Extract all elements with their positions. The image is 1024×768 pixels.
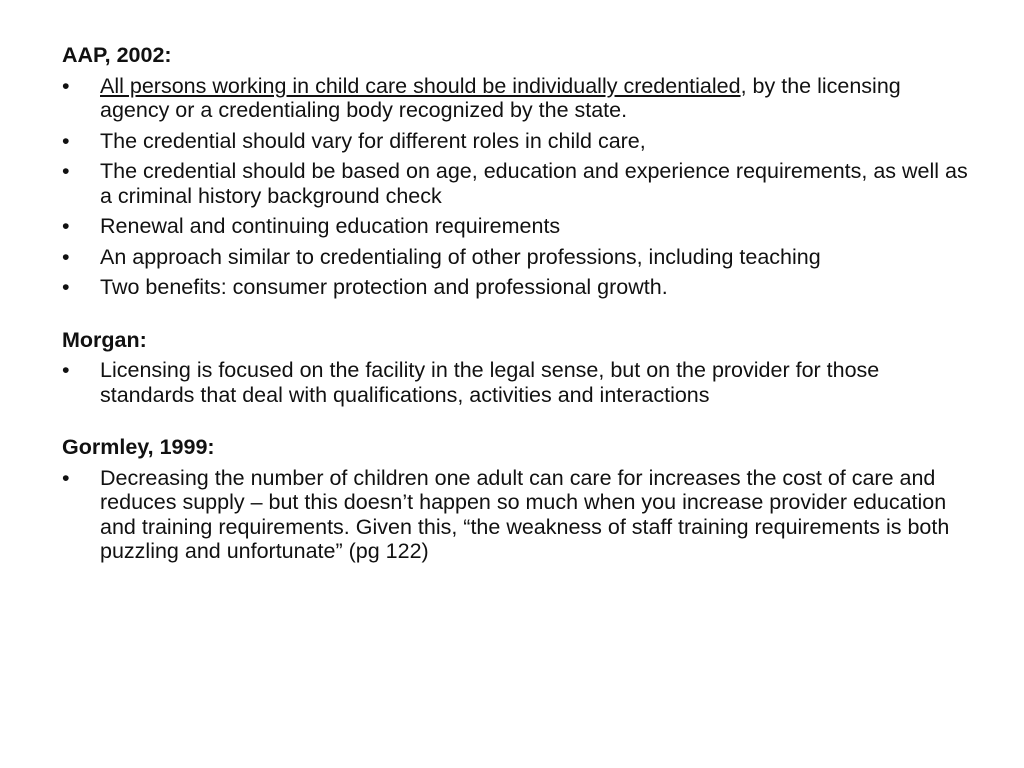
bullet-item <box>62 275 972 300</box>
section-heading: AAP, 2002: <box>62 43 172 67</box>
bullet-text: Licensing is focused on the facility in the legal sense, but on the provider for those standards that deal with qualifications, activities and interactions <box>100 358 880 407</box>
bullet-text: The credential should be based on age, education and experience requirements, as well as a criminal history background check <box>100 159 968 208</box>
bullet-item <box>62 358 972 407</box>
bullet-item <box>62 74 972 123</box>
section-heading: Gormley, 1999: <box>62 435 215 459</box>
bullet-list <box>62 74 972 300</box>
bullet-list <box>62 466 972 564</box>
bullet-marker: • <box>62 214 70 238</box>
bullet-marker: • <box>62 358 70 382</box>
bullet-text: Renewal and continuing education requirements <box>100 214 561 238</box>
slide-content <box>62 43 972 592</box>
bullet-item <box>62 159 972 208</box>
section-aap-2002 <box>62 43 972 300</box>
bullet-text: An approach similar to credentialing of other professions, including teaching <box>100 244 821 269</box>
bullet-marker: • <box>62 244 70 269</box>
bullet-marker: • <box>62 128 70 153</box>
bullet-item <box>62 129 972 154</box>
underlined-text: All persons working in child care should be individually credentialed <box>100 73 741 98</box>
bullet-marker: • <box>62 275 70 299</box>
bullet-marker: • <box>62 465 70 490</box>
bullet-item <box>62 214 972 239</box>
bullet-text: , by the licensing agency or a credentialing body recognized by the state. <box>100 73 901 122</box>
bullet-item <box>62 245 972 270</box>
bullet-text: Two benefits: consumer protection and professional growth. <box>100 275 668 299</box>
bullet-item <box>62 466 972 564</box>
section-morgan <box>62 328 972 408</box>
bullet-marker: • <box>62 73 70 98</box>
section-gormley-1999 <box>62 435 972 564</box>
bullet-text: The credential should vary for different roles in child care, <box>100 128 646 153</box>
section-heading: Morgan: <box>62 327 147 352</box>
bullet-text: Decreasing the number of children one adult can care for increases the cost of care and reduces supply – but this doesn’t happen so much when you increase provider education and training requirements. Given this, “the weakness of staff training requirements is both puzzling and unfortunate” (pg 122) <box>100 465 950 563</box>
bullet-marker: • <box>62 159 70 183</box>
bullet-list <box>62 358 972 407</box>
